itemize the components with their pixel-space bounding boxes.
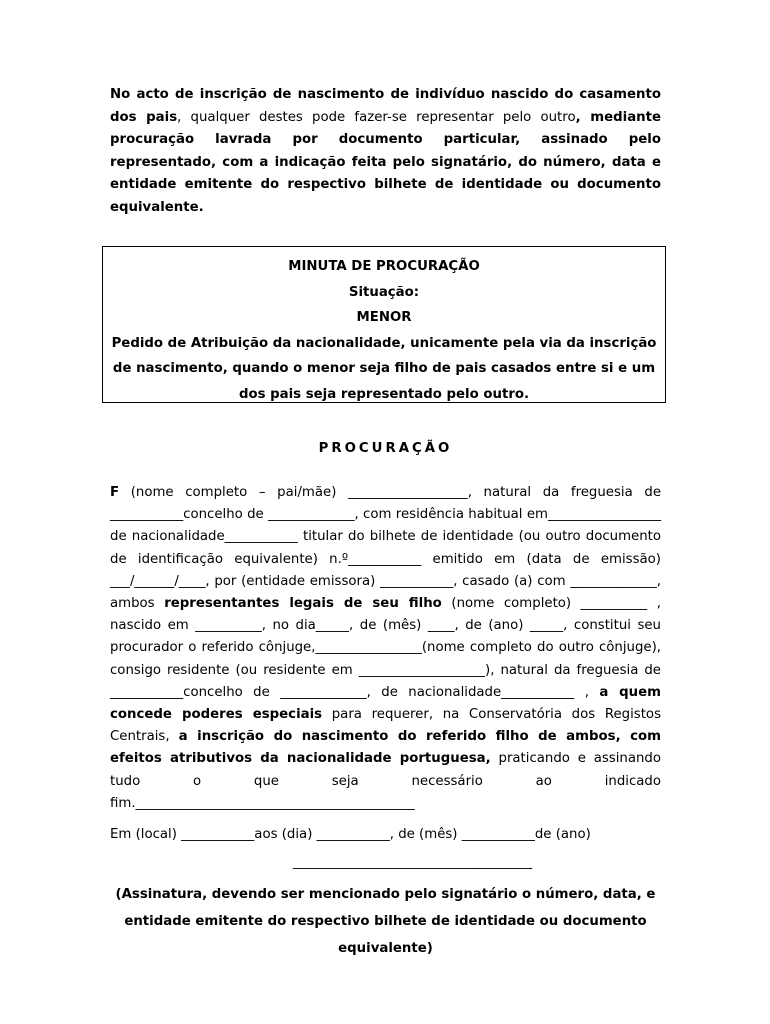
box-situacao-label: Situação: <box>348 284 420 300</box>
date-line: Em (local) ___________aos (dia) ___________, de (mês) ___________de (ano) <box>110 827 591 843</box>
form-text-2: (nome completo) __________ , nascido em __________, no dia_____, de (mês) ____, de (ano) _____, constitui seu procurador o referido cônjuge,________________(nome completo do outro cônjuge), consigo residente (ou residente em ___________________), natural da freguesia de ___________concelho de _____________, de nacionalidade___________ , <box>110 596 661 700</box>
intro-bold-2: , mediante procuração lavrada por documento particular, assinado pelo representado, com a indicação feita pelo signatário, do número, data e entidade emitente do respectivo bilhete de identidade ou documento equivalente. <box>110 109 662 215</box>
form-text-1: (nome completo – pai/mãe) __________________, natural da freguesia de ___________concelho de _____________, com residência habitual em_________________ de nacionalidade___________ titular do bilhete de identidade (ou outro documento de identificação equivalente) n.º___________ emitido em (data de emissão) ___/______/____, por (entidade emissora) ___________, casado (a) com _____________, ambos <box>110 485 661 612</box>
intro-normal: , qualquer destes pode fazer-se representar pelo outro <box>177 109 576 125</box>
procuracao-body <box>110 482 661 815</box>
procuracao-paragraph <box>110 482 661 815</box>
box-description: Pedido de Atribuição da nacionalidade, unicamente pela via da inscrição de nascimento, quando o menor seja filho de pais casados entre si e um dos pais seja representado pelo outro. <box>111 335 657 402</box>
minuta-box <box>102 246 666 403</box>
intro-bold-1: No acto de inscrição de nascimento de indivíduo nascido do casamento dos pais <box>110 87 661 125</box>
form-f: F <box>110 485 120 500</box>
signature-line: ____________________________________ <box>292 855 533 871</box>
form-bold-3: a inscrição do nascimento do referido filho de ambos, com efeitos atributivos da nacionalidade portuguesa, <box>110 729 662 767</box>
signature-note: (Assinatura, devendo ser mencionado pelo signatário o número, data, e entidade emitente do respectivo bilhete de identidade ou documento equivalente) <box>115 887 656 957</box>
document-page <box>110 84 661 962</box>
form-bold-2: a quem concede poderes especiais <box>110 684 662 723</box>
form-text-4: praticando e assinando tudo o que seja necessário ao indicado fim.__________________________________________ <box>110 751 661 811</box>
form-text-3: para requerer, na Conservatória dos Registos Centrais, <box>110 707 661 745</box>
form-bold-1: representantes legais de seu filho <box>164 596 442 612</box>
document-title: PROCURAÇÃO <box>318 441 453 456</box>
box-situacao-value: MENOR <box>356 310 412 325</box>
box-title: MINUTA DE PROCURAÇÃO <box>288 259 480 274</box>
intro-paragraph <box>110 84 661 219</box>
